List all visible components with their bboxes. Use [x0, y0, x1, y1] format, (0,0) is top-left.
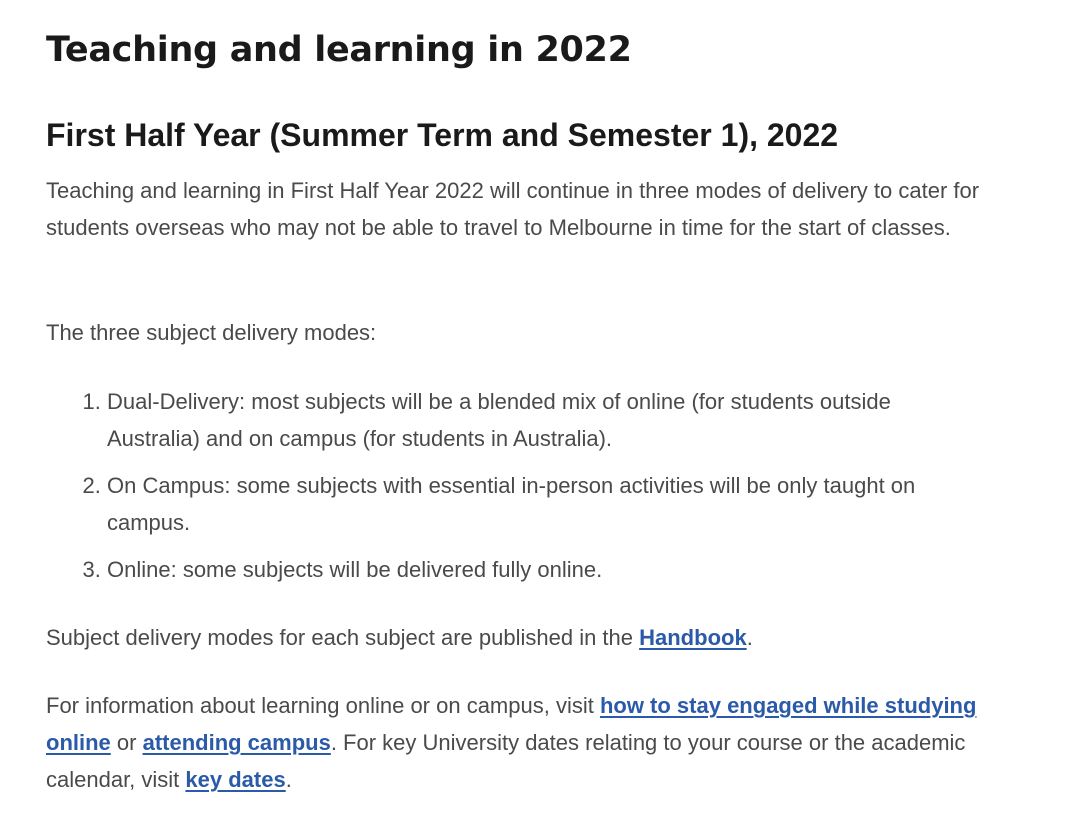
- delivery-modes-list: [46, 383, 987, 598]
- handbook-paragraph: [46, 619, 753, 656]
- handbook-text-end: .: [746, 625, 753, 650]
- page-title: Teaching and learning in 2022: [46, 30, 632, 70]
- info-paragraph: [46, 687, 1016, 798]
- attending-campus-link[interactable]: attending campus: [142, 730, 331, 755]
- info-text-dates: . For key University dates relating to your course or the academic calendar, visit: [46, 730, 966, 792]
- delivery-mode-item: 2. On Campus: some subjects with essential in-person activities will be only taught on campus.: [107, 467, 987, 541]
- section-heading: First Half Year (Summer Term and Semester 1), 2022: [46, 117, 839, 153]
- info-text: For information about learning online or on campus, visit: [46, 693, 600, 718]
- handbook-link[interactable]: Handbook: [639, 625, 747, 650]
- stay-engaged-online-link[interactable]: how to stay engaged while studying online: [46, 693, 977, 755]
- delivery-mode-item: 1. Dual-Delivery: most subjects will be a blended mix of online (for students outside Australia) and on campus (for students in Australia).: [107, 383, 987, 457]
- intro-paragraph: Teaching and learning in First Half Year 2022 will continue in three modes of delivery to cater for students overseas who may not be able to travel to Melbourne in time for the start of classes.: [46, 178, 980, 240]
- info-text-end: .: [285, 767, 292, 792]
- handbook-text: Subject delivery modes for each subject are published in the: [46, 625, 640, 650]
- info-text-or: or: [110, 730, 143, 755]
- key-dates-link[interactable]: key dates: [185, 767, 286, 792]
- delivery-modes-intro: The three subject delivery modes:: [46, 320, 377, 345]
- delivery-mode-item: 3. Online: some subjects will be delivered fully online.: [107, 551, 987, 588]
